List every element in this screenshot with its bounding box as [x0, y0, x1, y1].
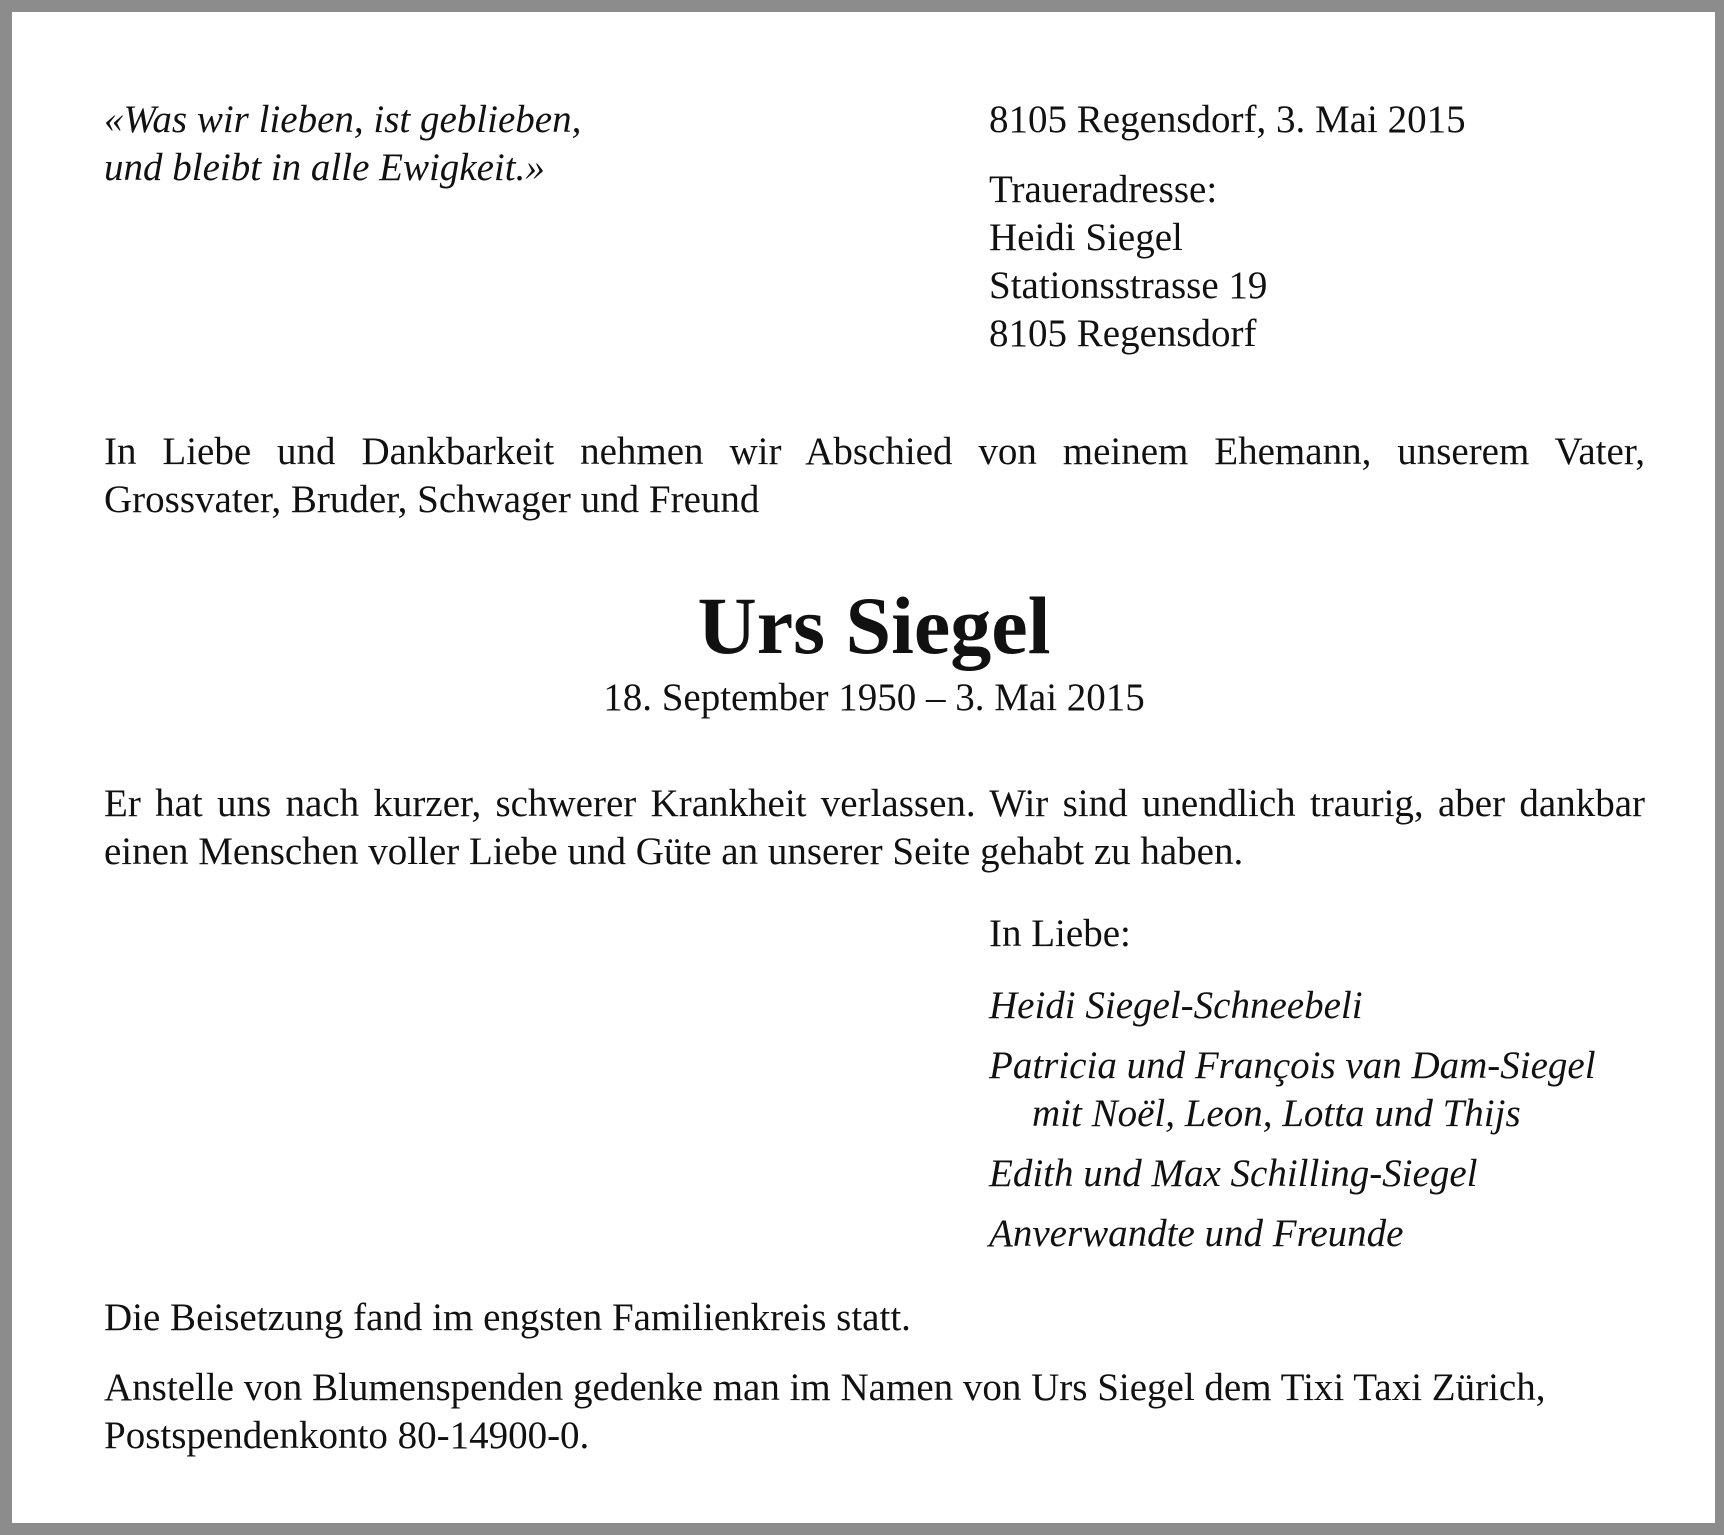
intro-paragraph: In Liebe und Dankbarkeit nehmen wir Abschied von meinem Ehemann, unserem Vater, Grossvater, Bruder, Schwager und Freund: [104, 430, 1645, 521]
motto-quote: [104, 96, 581, 192]
mourning-address-city: 8105 Regensdorf: [989, 312, 1257, 355]
donation-line-1: Anstelle von Blumenspenden gedenke man im Namen von Urs Siegel dem Tixi Taxi Zürich,: [104, 1366, 1546, 1409]
life-dates: 18. September 1950 – 3. Mai 2015: [603, 676, 1145, 719]
burial-note: Die Beisetzung fand im engsten Familienkreis statt.: [104, 1296, 911, 1339]
donation-note: [104, 1364, 1546, 1460]
motto-line-1: «Was wir lieben, ist geblieben,: [104, 98, 582, 141]
place-and-date: 8105 Regensdorf, 3. Mai 2015: [989, 98, 1466, 141]
mourning-address-street: Stationsstrasse 19: [989, 264, 1268, 307]
mourning-address: [989, 166, 1267, 358]
signature-line: Patricia und François van Dam-Siegel: [989, 1044, 1596, 1087]
signatures-heading: In Liebe:: [989, 912, 1131, 955]
message-paragraph: Er hat uns nach kurzer, schwerer Krankheit verlassen. Wir sind unendlich traurig, aber dankbar einen Menschen voller Liebe und Güte an unserer Seite gehabt zu haben.: [104, 782, 1645, 873]
mourning-address-label: Traueradresse:: [989, 168, 1218, 211]
signature-line-continuation: mit Noël, Leon, Lotta und Thijs: [1032, 1092, 1521, 1135]
signature-line: Edith und Max Schilling-Siegel: [989, 1152, 1478, 1195]
motto-line-2: und bleibt in alle Ewigkeit.»: [104, 146, 545, 189]
signature-line: Heidi Siegel-Schneebeli: [989, 984, 1363, 1027]
mourning-address-name: Heidi Siegel: [989, 216, 1183, 259]
donation-line-2: Postspendenkonto 80-14900-0.: [104, 1414, 590, 1457]
signature-line: Anverwandte und Freunde: [989, 1212, 1404, 1255]
deceased-name: Urs Siegel: [697, 580, 1051, 671]
